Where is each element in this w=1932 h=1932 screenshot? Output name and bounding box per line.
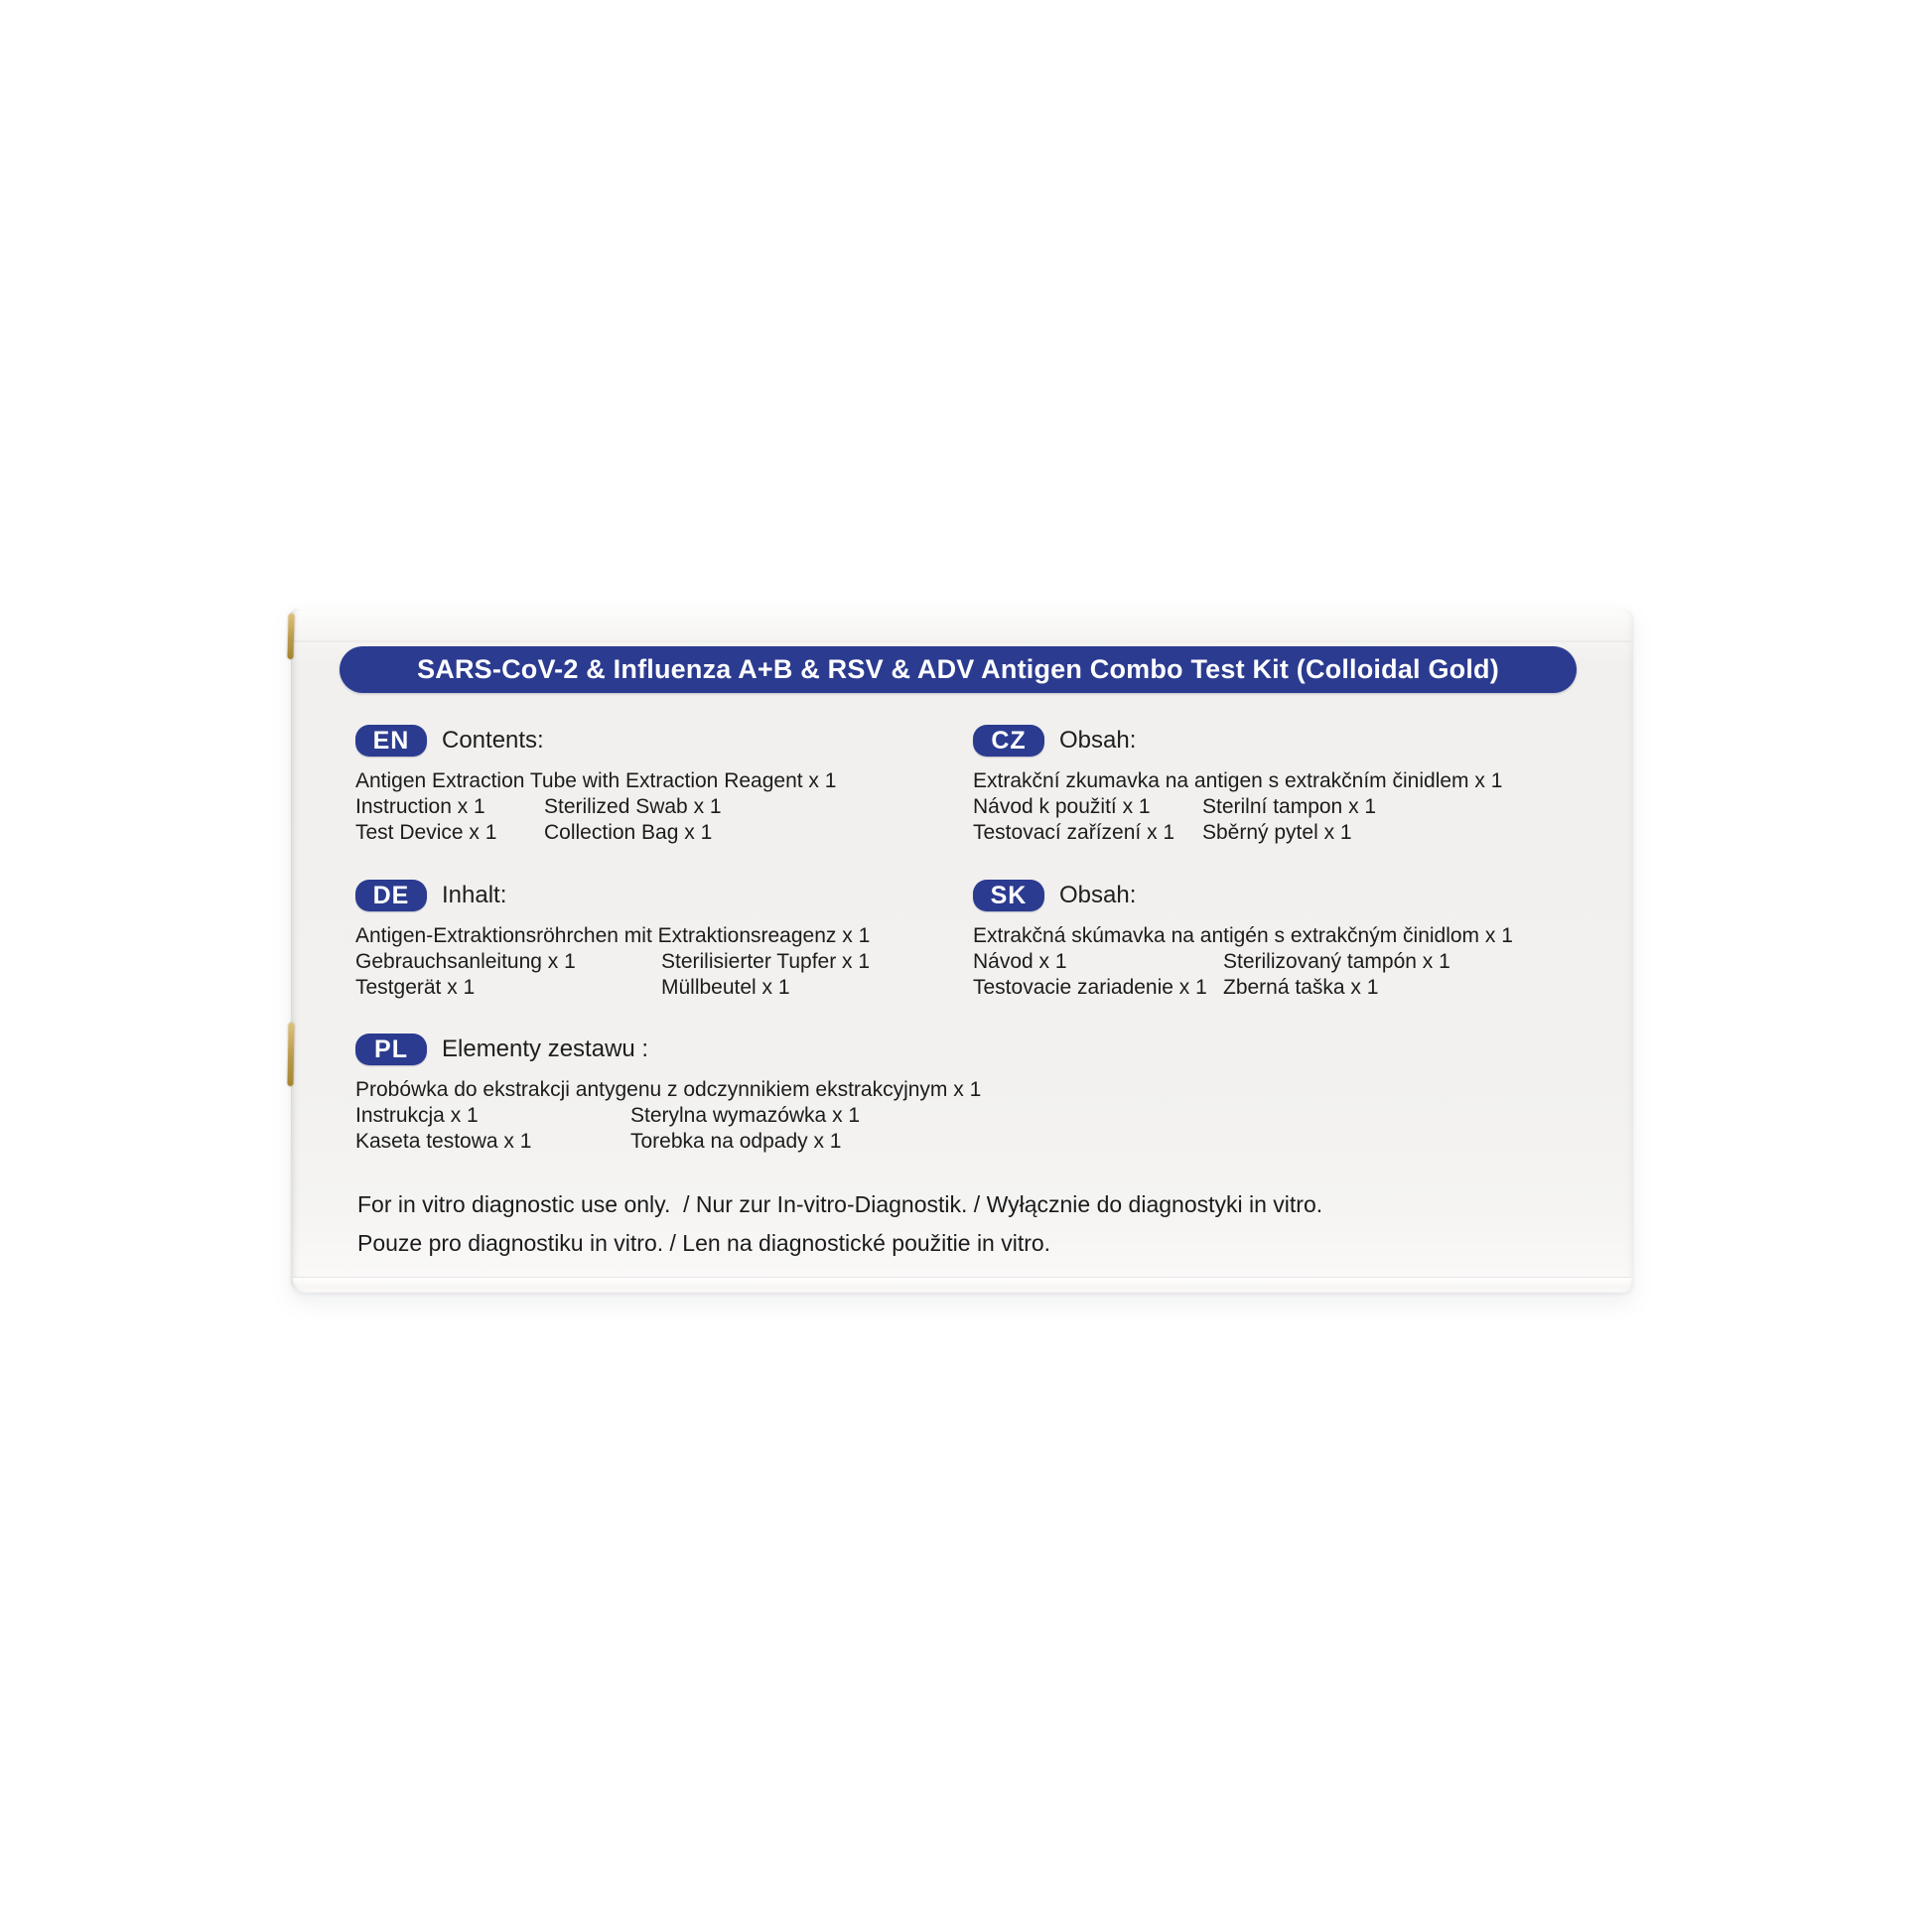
- section-cz-heading: Obsah:: [1059, 727, 1137, 754]
- kit-item: Antigen Extraction Tube with Extraction Reagent x 1: [355, 769, 837, 792]
- kit-item: Extrakční zkumavka na antigen s extrakčním činidlem x 1: [973, 769, 1503, 792]
- section-pl-items: [355, 1077, 982, 1155]
- section-sk-items: [973, 923, 1588, 1001]
- kit-item: Sběrný pytel x 1: [1202, 821, 1352, 844]
- kit-item: Sterilizovaný tampón x 1: [1223, 950, 1450, 973]
- kit-item: Testovací zařízení x 1: [973, 821, 1175, 844]
- kit-item: Müllbeutel x 1: [661, 976, 790, 999]
- section-en: [355, 725, 971, 846]
- section-de-heading: Inhalt:: [442, 882, 507, 908]
- kit-item-row: [355, 794, 971, 820]
- kit-item: Instruction x 1: [355, 795, 485, 818]
- lang-badge-en: EN: [355, 725, 427, 757]
- section-en-header: [355, 725, 971, 757]
- kit-item: Sterylna wymazówka x 1: [630, 1104, 861, 1127]
- section-cz: [973, 725, 1588, 846]
- kit-item: Gebrauchsanleitung x 1: [355, 950, 576, 973]
- kit-item-row: [973, 975, 1588, 1001]
- kit-item-row: [355, 949, 971, 975]
- section-sk-header: [973, 880, 1588, 911]
- kit-item: Kaseta testowa x 1: [355, 1130, 532, 1153]
- in-vitro-diagnostic-notice: [357, 1191, 1579, 1256]
- kit-item-row: [973, 820, 1588, 846]
- section-pl: [355, 1034, 982, 1155]
- lang-badge-cz: CZ: [973, 725, 1044, 757]
- test-kit-box-back-panel: [291, 608, 1633, 1293]
- section-en-heading: Contents:: [442, 727, 544, 754]
- kit-item: Sterilní tampon x 1: [1202, 795, 1377, 818]
- kit-item: Antigen-Extraktionsröhrchen mit Extraktionsreagenz x 1: [355, 924, 871, 947]
- section-de-items: [355, 923, 971, 1001]
- kit-item: Testgerät x 1: [355, 976, 476, 999]
- box-bottom-fold-line: [293, 1277, 1631, 1289]
- kit-item-row: [355, 1129, 971, 1155]
- kit-item: Návod k použití x 1: [973, 795, 1151, 818]
- kit-item-row: [973, 794, 1588, 820]
- section-sk-heading: Obsah:: [1059, 882, 1137, 908]
- kit-item: Probówka do ekstrakcji antygenu z odczynnikiem ekstrakcyjnym x 1: [355, 1078, 982, 1101]
- lang-badge-pl: PL: [355, 1034, 427, 1065]
- product-title-banner: [340, 646, 1577, 693]
- box-top-fold-line: [293, 640, 1631, 642]
- kit-item: Torebka na odpady x 1: [630, 1130, 842, 1153]
- section-cz-items: [973, 768, 1588, 846]
- ivd-notice-line-1: For in vitro diagnostic use only. / Nur zur In-vitro-Diagnostik. / Wyłącznie do diagnostyki in vitro.: [357, 1191, 1323, 1217]
- kit-item: Testovacie zariadenie x 1: [973, 976, 1207, 999]
- kit-item: Sterilisierter Tupfer x 1: [661, 950, 871, 973]
- lang-badge-sk: SK: [973, 880, 1044, 911]
- section-pl-header: [355, 1034, 971, 1065]
- kit-item: Instrukcja x 1: [355, 1104, 479, 1127]
- box-edge-gold-sliver-bottom: [287, 1023, 294, 1086]
- section-de: [355, 880, 971, 1001]
- lang-badge-de: DE: [355, 880, 427, 911]
- kit-item: Zberná taška x 1: [1223, 976, 1379, 999]
- section-de-header: [355, 880, 971, 911]
- kit-item: Návod x 1: [973, 950, 1067, 973]
- ivd-notice-line-2: Pouze pro diagnostiku in vitro. / Len na diagnostické použitie in vitro.: [357, 1230, 1051, 1256]
- section-cz-header: [973, 725, 1588, 757]
- kit-item: Sterilized Swab x 1: [544, 795, 722, 818]
- product-title: SARS-CoV-2 & Influenza A+B & RSV & ADV Antigen Combo Test Kit (Colloidal Gold): [417, 654, 1499, 684]
- kit-item-row: [973, 949, 1588, 975]
- kit-item: Test Device x 1: [355, 821, 497, 844]
- kit-item-row: [355, 820, 971, 846]
- kit-item: Collection Bag x 1: [544, 821, 713, 844]
- section-sk: [973, 880, 1588, 1001]
- section-pl-heading: Elementy zestawu :: [442, 1035, 649, 1062]
- section-en-items: [355, 768, 971, 846]
- kit-item-row: [355, 975, 971, 1001]
- box-edge-gold-sliver-top: [287, 614, 294, 659]
- kit-item-row: [355, 1103, 971, 1129]
- kit-item: Extrakčná skúmavka na antigén s extrakčným činidlom x 1: [973, 924, 1513, 947]
